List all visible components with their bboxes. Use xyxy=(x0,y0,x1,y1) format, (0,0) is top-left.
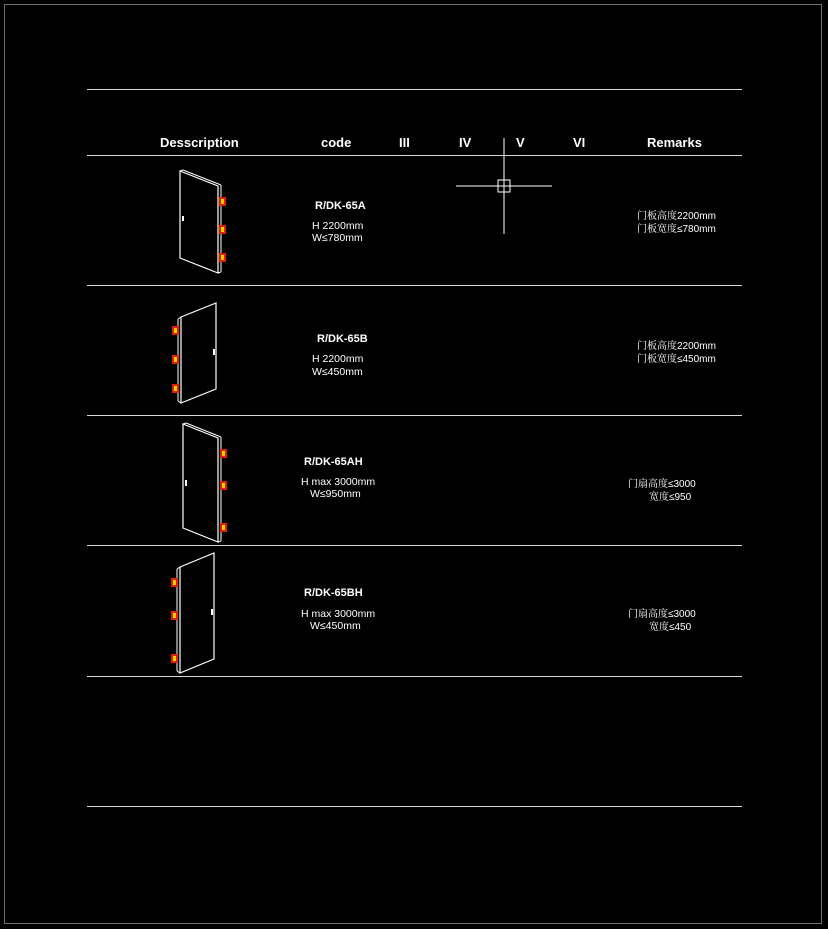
row4-remark-height: 门扇高度≤3000 xyxy=(628,609,696,620)
header-remarks: Remarks xyxy=(647,135,702,150)
row4-code: R/DK-65BH xyxy=(304,587,363,599)
row1-remark-height: 门板高度2200mm xyxy=(637,211,716,222)
row3-remark-height: 门扇高度≤3000 xyxy=(628,479,696,490)
row1-width: W≤780mm xyxy=(312,232,363,244)
hinge-icon xyxy=(172,355,179,364)
crosshair-cursor-icon xyxy=(456,138,552,234)
hinge-icon xyxy=(171,578,178,587)
row3-remark-width: 宽度≤950 xyxy=(649,492,692,503)
hinge-icon xyxy=(220,449,227,458)
hinge-icon xyxy=(219,225,226,234)
row3-height: H max 3000mm xyxy=(301,476,376,488)
hinge-icon xyxy=(219,197,226,206)
row2-remark-height: 门板高度2200mm xyxy=(637,341,716,352)
hinge-icon xyxy=(172,384,179,393)
header-description: Desscription xyxy=(160,135,239,150)
hinge-icon xyxy=(172,326,179,335)
hinge-icon xyxy=(220,523,227,532)
row2-remark-width: 门板宽度≤450mm xyxy=(637,354,716,365)
row4-remark-width: 宽度≤450 xyxy=(649,622,692,633)
hinge-icon xyxy=(171,654,178,663)
hinge-icon xyxy=(219,253,226,262)
row3-code: R/DK-65AH xyxy=(304,456,363,468)
row1-code: R/DK-65A xyxy=(315,200,366,212)
door-65bh-icon xyxy=(171,553,214,673)
row3-width: W≤950mm xyxy=(310,488,361,500)
row2-height: H 2200mm xyxy=(312,353,364,365)
door-65b-icon xyxy=(172,303,216,403)
header-col-v: V xyxy=(516,135,525,150)
header-col-vi: VI xyxy=(573,135,586,150)
hinge-icon xyxy=(220,481,227,490)
row2-width: W≤450mm xyxy=(312,366,363,378)
row2-code: R/DK-65B xyxy=(317,333,368,345)
row1-height: H 2200mm xyxy=(312,220,364,232)
row4-height: H max 3000mm xyxy=(301,608,376,620)
header-col-iv: IV xyxy=(459,135,472,150)
row1-remark-width: 门板宽度≤780mm xyxy=(637,224,716,235)
door-65a-icon xyxy=(180,170,226,273)
header-col-iii: III xyxy=(399,135,410,150)
hinge-icon xyxy=(171,611,178,620)
header-code: code xyxy=(321,135,352,150)
door-65ah-icon xyxy=(183,423,227,542)
row4-width: W≤450mm xyxy=(310,620,361,632)
